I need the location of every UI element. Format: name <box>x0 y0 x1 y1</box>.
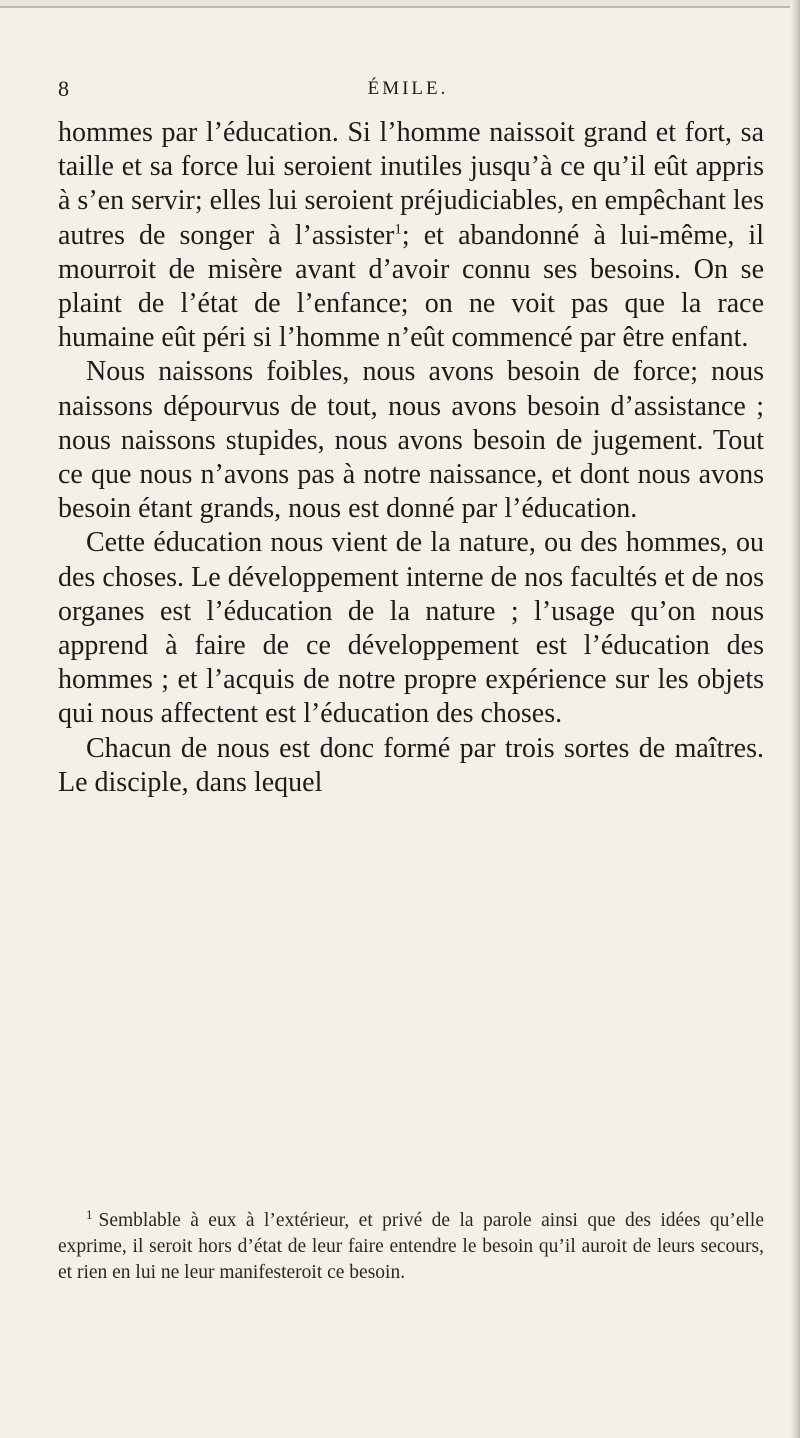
paragraph-3: Cette éducation nous vient de la nature, ou des hommes, ou des choses. Le développement interne de nos facultés et de nos organes est l’éducation de la nature ; l’usage qu’on nous apprend à faire de ce développement est l’éducation des hommes ; et l’acquis de notre propre expérience sur les objets qui nous affectent est l’éducation des choses. <box>58 527 764 730</box>
running-head: ÉMILE. <box>367 78 449 99</box>
page-header <box>58 76 758 112</box>
paragraph-1-text: hommes par l’éducation. Si l’homme naissoit grand et fort, sa taille et sa force lui seroient inutiles jusqu’à ce qu’il eût appris à s’en servir; elles lui seroient préjudiciables, en empêchant les autres de songer à l’assister <box>58 117 764 251</box>
body-text <box>58 116 764 800</box>
paragraph-4: Chacun de nous est donc formé par trois sortes de maîtres. Le disciple, dans lequel <box>58 732 764 798</box>
page-number: 8 <box>58 76 69 101</box>
footnote-reference: 1 <box>394 221 402 238</box>
footnote-marker: 1 <box>86 1206 93 1222</box>
paragraph-1 <box>58 116 764 355</box>
footnote-text: Semblable à eux à l’extérieur, et privé de la parole ainsi que des idées qu’elle exprime, il seroit hors d’état de leur faire entendre le besoin qu’il auroit de leurs secours, et rien en lui ne leur manifesteroit ce besoin. <box>58 1210 764 1283</box>
paragraph-2: Nous naissons foibles, nous avons besoin de force; nous naissons dépourvus de tout, nous avons besoin d’assistance ; nous naissons stupides, nous avons besoin de jugement. Tout ce que nous n’avons pas à notre naissance, et dont nous avons besoin étant grands, nous est donné par l’éducation. <box>58 356 764 525</box>
page-right-edge <box>790 0 800 1438</box>
page-top-edge <box>0 0 800 8</box>
footnote-paragraph <box>58 1208 764 1286</box>
paragraph-1-continuation: ; et abandonné à lui-même, il mourroit de misère avant d’avoir connu ses besoins. On se plaint de l’état de l’enfance; on ne voit pas que la race humaine eût péri si l’homme n’eût commencé par être enfant. <box>58 219 764 354</box>
footnote <box>58 1208 764 1286</box>
